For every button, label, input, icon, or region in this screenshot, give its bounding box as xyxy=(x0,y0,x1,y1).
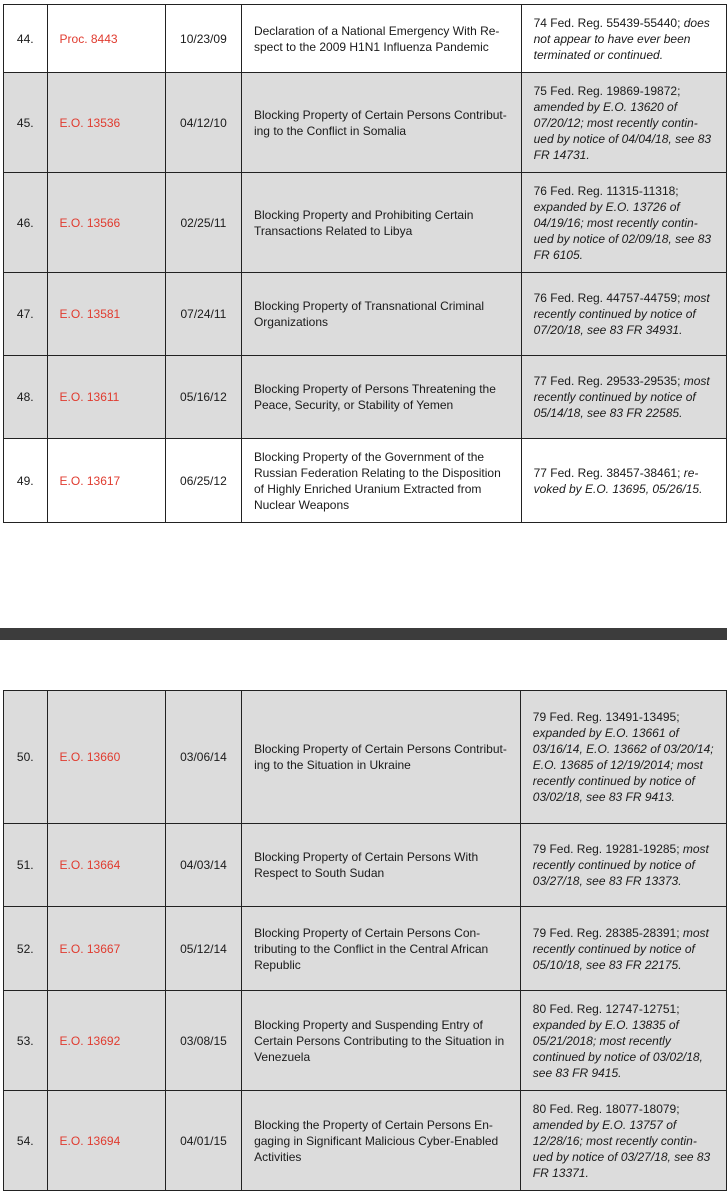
table-row xyxy=(4,5,727,73)
notes-citation: 79 Fed. Reg. 19281-19285; xyxy=(532,842,680,856)
row-title: Declaration of a National Emergency With Re-spect to the 2009 H1N1 Influenza Pandemic xyxy=(241,5,521,73)
row-date: 05/16/12 xyxy=(165,356,241,439)
row-title: Blocking Property of Persons Threatening the Peace, Security, or Stability of Yemen xyxy=(241,356,521,439)
row-date: 06/25/12 xyxy=(165,439,241,523)
notes-status: expanded by E.O. 13726 of 04/19/16; most recently contin-ued by notice of 02/09/18, see 83 FR 6105. xyxy=(533,199,712,262)
row-number: 48. xyxy=(4,356,48,439)
order-link[interactable]: E.O. 13692 xyxy=(47,991,165,1091)
row-title: Blocking Property of Transnational Criminal Organizations xyxy=(241,273,521,356)
row-number: 46. xyxy=(4,173,48,273)
row-date: 04/03/14 xyxy=(165,824,241,907)
table-row xyxy=(4,439,727,523)
notes-citation: 79 Fed. Reg. 13491-13495; xyxy=(532,710,680,724)
row-number: 53. xyxy=(4,991,48,1091)
row-notes xyxy=(521,73,726,173)
row-title: Blocking Property of Certain Persons Contribut-ing to the Conflict in Somalia xyxy=(241,73,521,173)
row-number: 52. xyxy=(4,907,48,991)
page-separator xyxy=(0,628,727,640)
row-notes xyxy=(520,691,726,824)
row-number: 50. xyxy=(4,691,48,824)
row-title: Blocking Property of the Government of the Russian Federation Relating to the Disposition of Highly Enriched Uranium Extracted from Nuclear Weapons xyxy=(241,439,521,523)
row-title: Blocking the Property of Certain Persons En-gaging in Significant Malicious Cyber-Enabled Activities xyxy=(242,1091,521,1191)
row-number: 54. xyxy=(4,1091,48,1191)
table-row xyxy=(4,73,727,173)
notes-status: most recently continued by notice of 05/14/18, see 83 FR 22585. xyxy=(533,374,710,420)
notes-status: expanded by E.O. 13661 of 03/16/14, E.O. 13662 of 03/20/14; E.O. 13685 of 12/19/2014; most recently continued by notice of 03/02/18, see 83 FR 9413. xyxy=(532,726,714,804)
notes-status: most recently continued by notice of 05/10/18, see 83 FR 22175. xyxy=(532,925,709,972)
row-notes xyxy=(520,907,726,991)
row-date: 10/23/09 xyxy=(165,5,241,73)
notes-status: amended by E.O. 13757 of 12/28/16; most recently contin-ued by notice of 03/27/18, see 83 FR 13371. xyxy=(532,1117,711,1180)
order-link[interactable]: E.O. 13694 xyxy=(47,1091,165,1191)
notes-citation: 74 Fed. Reg. 55439-55440; xyxy=(533,15,681,30)
notes-status: re-voked by E.O. 13695, 05/26/15. xyxy=(533,465,703,496)
notes-citation: 80 Fed. Reg. 12747-12751; xyxy=(532,1001,680,1016)
row-number: 45. xyxy=(4,73,48,173)
notes-citation: 76 Fed. Reg. 11315-11318; xyxy=(533,183,679,198)
notes-citation: 79 Fed. Reg. 28385-28391; xyxy=(532,925,680,940)
notes-status: most recently continued by notice of 03/27/18, see 83 FR 13373. xyxy=(532,842,709,888)
notes-status: expanded by E.O. 13835 of 05/21/2018; most recently continued by notice of 03/02/18, see 83 FR 9415. xyxy=(532,1017,703,1080)
emergency-table-part-1 xyxy=(3,4,727,523)
row-notes xyxy=(520,1091,726,1191)
order-link[interactable]: E.O. 13617 xyxy=(47,439,165,523)
row-date: 02/25/11 xyxy=(165,173,241,273)
notes-citation: 75 Fed. Reg. 19869-19872; xyxy=(533,83,681,98)
order-link[interactable]: Proc. 8443 xyxy=(47,5,165,73)
row-title: Blocking Property of Certain Persons Contribut-ing to the Situation in Ukraine xyxy=(242,691,521,824)
order-link[interactable]: E.O. 13667 xyxy=(47,907,165,991)
row-notes xyxy=(521,356,726,439)
row-date: 07/24/11 xyxy=(165,273,241,356)
row-notes xyxy=(521,5,726,73)
order-link[interactable]: E.O. 13611 xyxy=(47,356,165,439)
row-notes xyxy=(521,173,726,273)
table-row xyxy=(4,1091,727,1191)
emergency-table-part-2 xyxy=(3,690,727,1191)
row-notes xyxy=(521,439,726,523)
row-title: Blocking Property and Suspending Entry of Certain Persons Contributing to the Situation in Venezuela xyxy=(242,991,521,1091)
row-title: Blocking Property and Prohibiting Certain Transactions Related to Libya xyxy=(241,173,521,273)
notes-status: amended by E.O. 13620 of 07/20/12; most recently contin-ued by notice of 04/04/18, see 83 FR 14731. xyxy=(533,99,712,162)
notes-citation: 76 Fed. Reg. 44757-44759; xyxy=(533,291,681,305)
row-notes xyxy=(521,273,726,356)
row-date: 03/06/14 xyxy=(165,691,241,824)
order-link[interactable]: E.O. 13566 xyxy=(47,173,165,273)
row-title: Blocking Property of Certain Persons With Respect to South Sudan xyxy=(242,824,521,907)
row-notes xyxy=(520,824,726,907)
notes-status: does not appear to have ever been terminated or continued. xyxy=(533,15,710,62)
notes-status: most recently continued by notice of 07/20/18, see 83 FR 34931. xyxy=(533,291,710,337)
row-number: 44. xyxy=(4,5,48,73)
row-notes xyxy=(520,991,726,1091)
row-date: 04/12/10 xyxy=(165,73,241,173)
order-link[interactable]: E.O. 13664 xyxy=(47,824,165,907)
notes-citation: 77 Fed. Reg. 29533-29535; xyxy=(533,374,681,388)
row-number: 51. xyxy=(4,824,48,907)
table-row xyxy=(4,991,727,1091)
row-number: 49. xyxy=(4,439,48,523)
row-date: 04/01/15 xyxy=(165,1091,241,1191)
notes-citation: 80 Fed. Reg. 18077-18079; xyxy=(532,1101,680,1116)
notes-citation: 77 Fed. Reg. 38457-38461; xyxy=(533,465,681,480)
table-row xyxy=(4,824,727,907)
order-link[interactable]: E.O. 13581 xyxy=(47,273,165,356)
table-row xyxy=(4,691,727,824)
row-date: 05/12/14 xyxy=(165,907,241,991)
table-row xyxy=(4,273,727,356)
table-row xyxy=(4,907,727,991)
row-title: Blocking Property of Certain Persons Con-tributing to the Conflict in the Central African Republic xyxy=(242,907,521,991)
row-number: 47. xyxy=(4,273,48,356)
order-link[interactable]: E.O. 13660 xyxy=(47,691,165,824)
order-link[interactable]: E.O. 13536 xyxy=(47,73,165,173)
table-row xyxy=(4,173,727,273)
table-row xyxy=(4,356,727,439)
row-date: 03/08/15 xyxy=(165,991,241,1091)
